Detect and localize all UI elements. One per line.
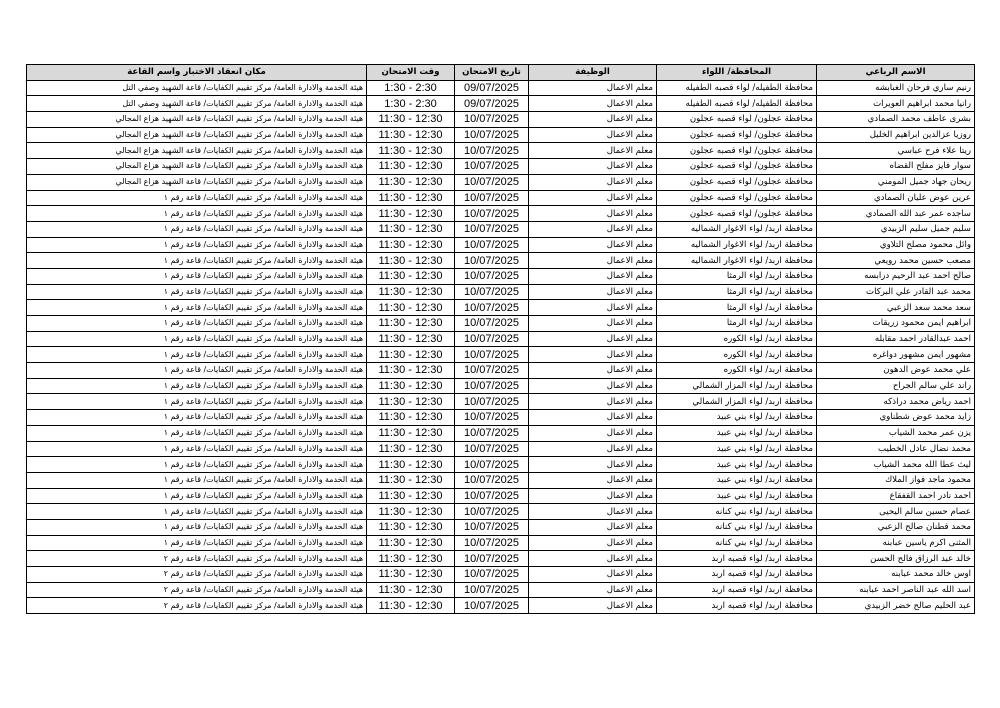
cell-job: معلم الاعمال [529,472,657,488]
cell-job: معلم الاعمال [529,96,657,112]
cell-time: 11:30 - 12:30 [367,300,455,316]
cell-location: هيئة الخدمة والادارة العامة/ مركز تقييم الكفايات/ قاعة الشهيد هزاع المجالي [27,112,367,128]
cell-date: 10/07/2025 [455,567,529,583]
cell-name: محمد عبد القادر علي البركات [817,284,975,300]
cell-time: 11:30 - 12:30 [367,143,455,159]
cell-location: هيئة الخدمة والادارة العامة/ مركز تقييم الكفايات/ قاعة رقم ١ [27,410,367,426]
table-row [27,112,975,128]
cell-location: هيئة الخدمة والادارة العامة/ مركز تقييم الكفايات/ قاعة رقم ١ [27,237,367,253]
cell-date: 10/07/2025 [455,441,529,457]
table-row [27,284,975,300]
cell-name: زايد محمد عوض شطناوي [817,410,975,426]
cell-location: هيئة الخدمة والادارة العامة/ مركز تقييم الكفايات/ قاعة رقم ١ [27,488,367,504]
cell-location: هيئة الخدمة والادارة العامة/ مركز تقييم الكفايات/ قاعة رقم ١ [27,363,367,379]
cell-governorate: محافظة عجلون/ لواء قصبه عجلون [657,174,817,190]
cell-date: 10/07/2025 [455,504,529,520]
cell-governorate: محافظة اربد/ لواء الكوره [657,331,817,347]
cell-time: 11:30 - 12:30 [367,331,455,347]
cell-location: هيئة الخدمة والادارة العامة/ مركز تقييم الكفايات/ قاعة رقم ٢ [27,598,367,614]
cell-name: اسد الله عبد الناصر احمد عبابنه [817,582,975,598]
cell-date: 09/07/2025 [455,96,529,112]
cell-location: هيئة الخدمة والادارة العامة/ مركز تقييم الكفايات/ قاعة رقم ١ [27,190,367,206]
cell-job: معلم الاعمال [529,504,657,520]
cell-governorate: محافظة اربد/ لواء بني عبيد [657,457,817,473]
table-row [27,363,975,379]
cell-governorate: محافظة عجلون/ لواء قصبه عجلون [657,112,817,128]
cell-time: 11:30 - 12:30 [367,206,455,222]
cell-job: معلم الاعمال [529,221,657,237]
cell-governorate: محافظة اربد/ لواء الكوره [657,363,817,379]
cell-governorate: محافظة اربد/ لواء قصبه اربد [657,598,817,614]
cell-job: معلم الاعمال [529,425,657,441]
cell-job: معلم الاعمال [529,112,657,128]
cell-location: هيئة الخدمة والادارة العامة/ مركز تقييم الكفايات/ قاعة رقم ١ [27,300,367,316]
cell-time: 11:30 - 12:30 [367,441,455,457]
cell-job: معلم الاعمال [529,567,657,583]
cell-name: مشهور ايمن مشهور دواغره [817,347,975,363]
cell-date: 10/07/2025 [455,519,529,535]
table-row [27,347,975,363]
table-row [27,551,975,567]
cell-governorate: محافظة عجلون/ لواء قصبه عجلون [657,143,817,159]
cell-job: معلم الاعمال [529,410,657,426]
cell-date: 10/07/2025 [455,112,529,128]
cell-date: 10/07/2025 [455,394,529,410]
table-row [27,582,975,598]
cell-name: مصعب حسين محمد رويعي [817,253,975,269]
cell-date: 10/07/2025 [455,237,529,253]
cell-name: ليث عطا الله محمد الشياب [817,457,975,473]
cell-date: 10/07/2025 [455,535,529,551]
cell-time: 11:30 - 12:30 [367,284,455,300]
cell-date: 10/07/2025 [455,378,529,394]
cell-job: معلم الاعمال [529,457,657,473]
cell-location: هيئة الخدمة والادارة العامة/ مركز تقييم الكفايات/ قاعة رقم ١ [27,441,367,457]
cell-location: هيئة الخدمة والادارة العامة/ مركز تقييم الكفايات/ قاعة رقم ٢ [27,582,367,598]
table-row [27,268,975,284]
cell-date: 10/07/2025 [455,551,529,567]
cell-governorate: محافظة عجلون/ لواء قصبه عجلون [657,127,817,143]
cell-job: معلم الاعمال [529,441,657,457]
table-row [27,96,975,112]
table-row [27,394,975,410]
table-row [27,410,975,426]
table-row [27,457,975,473]
cell-location: هيئة الخدمة والادارة العامة/ مركز تقييم الكفايات/ قاعة الشهيد هزاع المجالي [27,127,367,143]
cell-date: 10/07/2025 [455,472,529,488]
cell-governorate: محافظة اربد/ لواء بني عبيد [657,472,817,488]
cell-time: 11:30 - 12:30 [367,551,455,567]
cell-date: 10/07/2025 [455,284,529,300]
cell-time: 11:30 - 12:30 [367,410,455,426]
cell-job: معلم الاعمال [529,143,657,159]
table-row [27,535,975,551]
cell-name: احمد نادر احمد القفقاع [817,488,975,504]
cell-job: معلم الاعمال [529,488,657,504]
cell-job: معلم الاعمال [529,519,657,535]
cell-job: معلم الاعمال [529,300,657,316]
cell-location: هيئة الخدمة والادارة العامة/ مركز تقييم الكفايات/ قاعة الشهيد وصفي التل [27,80,367,96]
cell-governorate: محافظة اربد/ لواء بني عبيد [657,488,817,504]
cell-name: ريحان جهاد جميل المومني [817,174,975,190]
cell-date: 10/07/2025 [455,221,529,237]
cell-location: هيئة الخدمة والادارة العامة/ مركز تقييم الكفايات/ قاعة رقم ١ [27,316,367,332]
cell-job: معلم الاعمال [529,316,657,332]
cell-date: 10/07/2025 [455,127,529,143]
cell-time: 11:30 - 12:30 [367,127,455,143]
cell-job: معلم الاعمال [529,582,657,598]
cell-governorate: محافظة اربد/ لواء الاغوار الشماليه [657,221,817,237]
cell-name: ساجده عمر عبد الله الصمادي [817,206,975,222]
cell-date: 10/07/2025 [455,300,529,316]
table-row [27,331,975,347]
cell-time: 11:30 - 12:30 [367,472,455,488]
cell-time: 11:30 - 12:30 [367,363,455,379]
cell-time: 11:30 - 12:30 [367,159,455,175]
cell-job: معلم الاعمال [529,237,657,253]
table-row [27,190,975,206]
cell-job: معلم الاعمال [529,127,657,143]
cell-job: معلم الاعمال [529,363,657,379]
cell-location: هيئة الخدمة والادارة العامة/ مركز تقييم الكفايات/ قاعة رقم ١ [27,221,367,237]
cell-name: احمد عبدالقادر احمد مقابله [817,331,975,347]
cell-governorate: محافظة الطفيله/ لواء قصبه الطفيله [657,96,817,112]
table-row [27,253,975,269]
cell-governorate: محافظة اربد/ لواء بني كنانه [657,519,817,535]
header-location: مكان انعقاد الاختبار واسم القاعة [27,65,367,81]
table-row [27,127,975,143]
cell-name: سليم جميل سليم الزبيدي [817,221,975,237]
cell-name: خالد عبد الرزاق فالح الحسن [817,551,975,567]
cell-governorate: محافظة عجلون/ لواء قصبه عجلون [657,190,817,206]
header-name: الاسم الرباعي [817,65,975,81]
cell-name: عرين عوض عليان الصمادي [817,190,975,206]
cell-location: هيئة الخدمة والادارة العامة/ مركز تقييم الكفايات/ قاعة رقم ١ [27,331,367,347]
cell-date: 10/07/2025 [455,143,529,159]
cell-time: 11:30 - 12:30 [367,535,455,551]
table-row [27,174,975,190]
header-row [27,65,975,81]
cell-name: يزن عمر محمد الشياب [817,425,975,441]
cell-time: 11:30 - 12:30 [367,567,455,583]
cell-governorate: محافظة اربد/ لواء الكوره [657,347,817,363]
cell-governorate: محافظة اربد/ لواء الرمثا [657,300,817,316]
cell-job: معلم الاعمال [529,347,657,363]
cell-date: 09/07/2025 [455,80,529,96]
cell-job: معلم الاعمال [529,551,657,567]
cell-date: 10/07/2025 [455,206,529,222]
cell-name: عصام حسين سالم اليحيى [817,504,975,520]
cell-date: 10/07/2025 [455,582,529,598]
cell-location: هيئة الخدمة والادارة العامة/ مركز تقييم الكفايات/ قاعة رقم ١ [27,268,367,284]
table-row [27,237,975,253]
table-row [27,316,975,332]
cell-location: هيئة الخدمة والادارة العامة/ مركز تقييم الكفايات/ قاعة رقم ١ [27,253,367,269]
cell-job: معلم الاعمال [529,598,657,614]
cell-location: هيئة الخدمة والادارة العامة/ مركز تقييم الكفايات/ قاعة رقم ١ [27,504,367,520]
cell-name: راند علي سالم الجراح [817,378,975,394]
cell-location: هيئة الخدمة والادارة العامة/ مركز تقييم الكفايات/ قاعة الشهيد هزاع المجالي [27,174,367,190]
cell-name: علي محمد عوض الدهون [817,363,975,379]
cell-location: هيئة الخدمة والادارة العامة/ مركز تقييم الكفايات/ قاعة رقم ٢ [27,551,367,567]
cell-location: هيئة الخدمة والادارة العامة/ مركز تقييم الكفايات/ قاعة رقم ١ [27,457,367,473]
cell-governorate: محافظة اربد/ لواء بني كنانه [657,504,817,520]
cell-location: هيئة الخدمة والادارة العامة/ مركز تقييم الكفايات/ قاعة رقم ٢ [27,567,367,583]
cell-time: 1:30 - 2:30 [367,80,455,96]
cell-time: 11:30 - 12:30 [367,112,455,128]
cell-location: هيئة الخدمة والادارة العامة/ مركز تقييم الكفايات/ قاعة رقم ١ [27,206,367,222]
cell-time: 11:30 - 12:30 [367,221,455,237]
cell-name: اوس خالد محمد عبابنه [817,567,975,583]
table-row [27,143,975,159]
cell-name: رانيا محمد ابراهيم العويرات [817,96,975,112]
cell-date: 10/07/2025 [455,268,529,284]
table-row [27,159,975,175]
cell-name: روزيا عزالدين ابراهيم الخليل [817,127,975,143]
cell-time: 11:30 - 12:30 [367,425,455,441]
cell-location: هيئة الخدمة والادارة العامة/ مركز تقييم الكفايات/ قاعة رقم ١ [27,472,367,488]
cell-governorate: محافظة اربد/ لواء المزار الشمالي [657,378,817,394]
cell-time: 11:30 - 12:30 [367,598,455,614]
cell-date: 10/07/2025 [455,174,529,190]
table-row [27,378,975,394]
cell-date: 10/07/2025 [455,363,529,379]
cell-name: رنيم ساري فرحان الغبابشه [817,80,975,96]
cell-governorate: محافظة عجلون/ لواء قصبه عجلون [657,159,817,175]
cell-job: معلم الاعمال [529,268,657,284]
cell-time: 11:30 - 12:30 [367,378,455,394]
table-row [27,441,975,457]
cell-name: محمد قطنان صالح الزعبي [817,519,975,535]
cell-governorate: محافظة اربد/ لواء بني عبيد [657,410,817,426]
cell-name: بشرى عاطف محمد الصمادي [817,112,975,128]
cell-location: هيئة الخدمة والادارة العامة/ مركز تقييم الكفايات/ قاعة رقم ١ [27,394,367,410]
cell-time: 11:30 - 12:30 [367,190,455,206]
cell-name: صالح احمد عبد الرحيم درابسه [817,268,975,284]
cell-date: 10/07/2025 [455,488,529,504]
table-row [27,519,975,535]
cell-date: 10/07/2025 [455,425,529,441]
cell-job: معلم الاعمال [529,284,657,300]
cell-governorate: محافظة اربد/ لواء قصبه اربد [657,567,817,583]
cell-governorate: محافظة اربد/ لواء بني كنانه [657,535,817,551]
cell-time: 11:30 - 12:30 [367,504,455,520]
cell-location: هيئة الخدمة والادارة العامة/ مركز تقييم الكفايات/ قاعة رقم ١ [27,347,367,363]
table-row [27,504,975,520]
cell-location: هيئة الخدمة والادارة العامة/ مركز تقييم الكفايات/ قاعة رقم ١ [27,284,367,300]
cell-time: 11:30 - 12:30 [367,316,455,332]
cell-name: ابراهيم ايمن محمود زريقات [817,316,975,332]
cell-name: عبد الحليم صالح خضر الزبيدي [817,598,975,614]
cell-governorate: محافظة اربد/ لواء المزار الشمالي [657,394,817,410]
table-row [27,598,975,614]
cell-date: 10/07/2025 [455,598,529,614]
cell-time: 11:30 - 12:30 [367,237,455,253]
cell-job: معلم الاعمال [529,174,657,190]
cell-governorate: محافظة اربد/ لواء الرمثا [657,316,817,332]
cell-job: معلم الاعمال [529,394,657,410]
cell-governorate: محافظة اربد/ لواء الرمثا [657,268,817,284]
cell-governorate: محافظة اربد/ لواء قصبه اربد [657,582,817,598]
table-row [27,567,975,583]
cell-location: هيئة الخدمة والادارة العامة/ مركز تقييم الكفايات/ قاعة الشهيد هزاع المجالي [27,159,367,175]
cell-governorate: محافظة اربد/ لواء قصبه اربد [657,551,817,567]
cell-date: 10/07/2025 [455,253,529,269]
cell-date: 10/07/2025 [455,347,529,363]
header-date: تاريخ الامتحان [455,65,529,81]
table-row [27,221,975,237]
cell-name: وائل محمود مصلح التلاوي [817,237,975,253]
header-job: الوظيفة [529,65,657,81]
cell-date: 10/07/2025 [455,190,529,206]
cell-location: هيئة الخدمة والادارة العامة/ مركز تقييم الكفايات/ قاعة رقم ١ [27,425,367,441]
header-governorate: المحافظة/ اللواء [657,65,817,81]
cell-date: 10/07/2025 [455,457,529,473]
cell-time: 11:30 - 12:30 [367,488,455,504]
table-row [27,206,975,222]
cell-location: هيئة الخدمة والادارة العامة/ مركز تقييم الكفايات/ قاعة الشهيد وصفي التل [27,96,367,112]
cell-job: معلم الاعمال [529,80,657,96]
cell-date: 10/07/2025 [455,316,529,332]
cell-location: هيئة الخدمة والادارة العامة/ مركز تقييم الكفايات/ قاعة رقم ١ [27,535,367,551]
cell-date: 10/07/2025 [455,410,529,426]
cell-date: 10/07/2025 [455,159,529,175]
cell-job: معلم الاعمال [529,206,657,222]
header-time: وقت الامتحان [367,65,455,81]
cell-governorate: محافظة اربد/ لواء الاغوار الشماليه [657,237,817,253]
cell-job: معلم الاعمال [529,535,657,551]
cell-location: هيئة الخدمة والادارة العامة/ مركز تقييم الكفايات/ قاعة الشهيد هزاع المجالي [27,143,367,159]
cell-location: هيئة الخدمة والادارة العامة/ مركز تقييم الكفايات/ قاعة رقم ١ [27,519,367,535]
cell-governorate: محافظة اربد/ لواء بني عبيد [657,425,817,441]
table-row [27,300,975,316]
cell-time: 11:30 - 12:30 [367,253,455,269]
cell-name: ريتا علاء فرح عباسي [817,143,975,159]
cell-governorate: محافظة اربد/ لواء الرمثا [657,284,817,300]
table-row [27,488,975,504]
cell-time: 1:30 - 2:30 [367,96,455,112]
cell-job: معلم الاعمال [529,159,657,175]
cell-time: 11:30 - 12:30 [367,174,455,190]
cell-job: معلم الاعمال [529,190,657,206]
cell-governorate: محافظة اربد/ لواء بني عبيد [657,441,817,457]
cell-name: محمود ماجد فواز الملاك [817,472,975,488]
cell-name: المثنى اكرم ياسين عبابنه [817,535,975,551]
cell-date: 10/07/2025 [455,331,529,347]
exam-schedule-table [26,64,975,614]
cell-job: معلم الاعمال [529,253,657,269]
cell-governorate: محافظة عجلون/ لواء قصبه عجلون [657,206,817,222]
table-row [27,425,975,441]
cell-name: محمد نضال عادل الخطيب [817,441,975,457]
cell-governorate: محافظة الطفيله/ لواء قصبه الطفيله [657,80,817,96]
cell-time: 11:30 - 12:30 [367,268,455,284]
cell-job: معلم الاعمال [529,331,657,347]
cell-time: 11:30 - 12:30 [367,347,455,363]
cell-location: هيئة الخدمة والادارة العامة/ مركز تقييم الكفايات/ قاعة رقم ١ [27,378,367,394]
cell-time: 11:30 - 12:30 [367,394,455,410]
cell-name: سوار فايز مفلح القضاه [817,159,975,175]
cell-time: 11:30 - 12:30 [367,519,455,535]
cell-governorate: محافظة اربد/ لواء الاغوار الشماليه [657,253,817,269]
cell-name: احمد رياض محمد دراذكه [817,394,975,410]
cell-time: 11:30 - 12:30 [367,582,455,598]
table-row [27,472,975,488]
cell-time: 11:30 - 12:30 [367,457,455,473]
cell-job: معلم الاعمال [529,378,657,394]
table-row [27,80,975,96]
cell-name: سعد محمد سعد الزعبي [817,300,975,316]
